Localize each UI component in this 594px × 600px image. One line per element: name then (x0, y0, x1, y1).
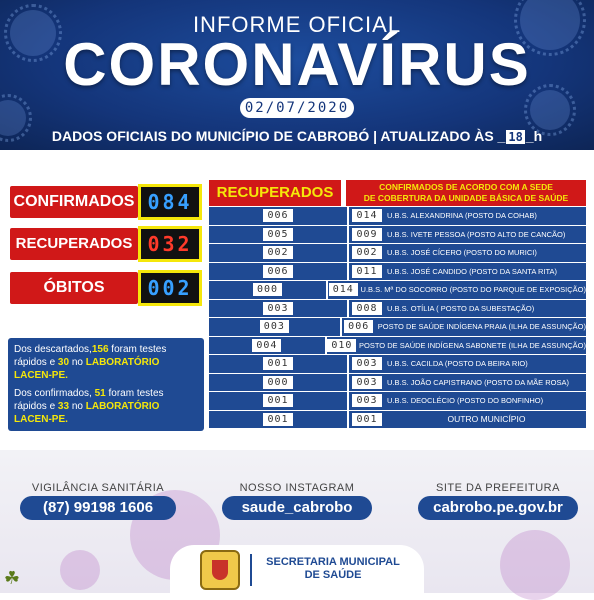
ubs-name: U.B.S. CACILDA (POSTO DA BEIRA RIO) (387, 359, 528, 369)
recuperados-count: 002 (263, 246, 292, 259)
confirmados-cell (349, 300, 385, 318)
confirmados-cell (349, 355, 385, 373)
note-text: foram testes rápidos e (14, 344, 167, 368)
table-row (209, 300, 586, 319)
recuperados-cell (209, 355, 349, 373)
ubs-name: U.B.S. DEOCLÉCIO (POSTO DO BONFINHO) (387, 396, 544, 406)
table-row (209, 411, 586, 430)
update-hour: 18 (508, 130, 523, 144)
coronavirus-title: CORONAVÍRUS (63, 31, 531, 98)
recuperados-cell (209, 392, 349, 410)
note-text: Dos confirmados, (14, 388, 95, 399)
recuperados-cell (209, 411, 349, 429)
municipal-crest-icon (200, 550, 240, 590)
ubs-name: OUTRO MUNICÍPIO (447, 414, 526, 425)
recuperados-count: 003 (263, 302, 292, 315)
table-row (209, 318, 586, 337)
confirmados-count: 009 (352, 228, 381, 241)
ubs-name: POSTO DE SAÚDE INDÍGENA SABONETE (ILHA DE ASSUNÇÃO) (359, 340, 586, 350)
confirmados-count: 008 (352, 302, 381, 315)
ubs-table (209, 207, 586, 429)
dados-oficiais-line (0, 128, 594, 144)
ubs-name: U.B.S. Mª DO SOCORRO (POSTO DO PARQUE DE EXPOSIÇÃO) (360, 285, 586, 295)
conf-header-line-1: CONFIRMADOS DE ACORDO COM A SEDE (379, 182, 553, 192)
recuperados-cell (209, 226, 349, 244)
confirmados-cell (349, 244, 385, 262)
virus-decoration (500, 530, 570, 600)
ubs-name: U.B.S. JOÃO CAPISTRANO (POSTO DA MÃE ROSA) (387, 377, 569, 387)
ubs-name: POSTO DE SAÚDE INDÍGENA PRAIA (ILHA DE ASSUNÇÃO) (377, 322, 586, 332)
confirmados-counter (138, 184, 202, 220)
virus-decoration (60, 550, 100, 590)
recuperados-count: 001 (263, 357, 292, 370)
recuperados-cell (209, 374, 349, 392)
confirmados-count: 002 (352, 246, 381, 259)
confirmados-count: 003 (352, 394, 381, 407)
confirmados-count: 003 (352, 376, 381, 389)
recuperados-count: 001 (263, 394, 292, 407)
confirmados-ubs-column-header (346, 180, 586, 206)
confirmados-cell (349, 392, 385, 410)
confirmados-label: CONFIRMADOS (10, 186, 138, 218)
note-number: 156 (91, 344, 109, 355)
recuperados-value: 032 (141, 229, 199, 259)
confirmados-count: 001 (352, 413, 381, 426)
secretaria-name (258, 556, 408, 582)
informe-oficial-text: INFORME OFICIAL (192, 12, 402, 37)
instagram-label: NOSSO INSTAGRAM (239, 482, 355, 494)
dados-suffix: _h (525, 128, 543, 144)
recuperados-cell (209, 300, 349, 318)
vigilancia-label: VIGILÂNCIA SANITÁRIA (31, 482, 165, 494)
note-text: Dos descartados, (14, 344, 92, 355)
recuperados-count: 003 (260, 320, 289, 333)
table-row (209, 374, 586, 393)
note-number: 51 (94, 388, 106, 399)
footer (0, 450, 594, 593)
header-banner (0, 0, 594, 150)
dados-prefix: DADOS OFICIAIS DO MUNICÍPIO DE CABROBÓ | ATUALIZADO ÀS _ (51, 128, 506, 144)
secretaria-divider (250, 554, 252, 586)
ubs-name: U.B.S. JOSÉ CANDIDO (POSTO DA SANTA RITA) (387, 266, 558, 276)
secretaria-line-1: SECRETARIA MUNICIPAL (266, 556, 400, 568)
confirmados-count: 011 (352, 265, 381, 278)
recuperados-cell (209, 318, 342, 336)
confirmados-count: 014 (352, 209, 381, 222)
recuperados-count: 005 (263, 228, 292, 241)
note-number: 30 (57, 357, 70, 368)
recuperados-cell (209, 281, 328, 299)
note-number: 33 (57, 401, 70, 412)
update-date: 02/07/2020 (240, 98, 354, 118)
secretaria-line-2: DE SAÚDE (304, 569, 362, 581)
recuperados-count: 006 (263, 265, 292, 278)
instagram-handle[interactable]: saude_cabrobo (222, 496, 372, 520)
note-text: no (69, 401, 86, 412)
table-row (209, 337, 586, 356)
confirmados-cell (327, 337, 357, 355)
confirmados-count: 014 (329, 283, 358, 296)
table-row (209, 281, 586, 300)
note-lab: LABORATÓRIO LACEN-PE. (14, 401, 160, 425)
ubs-name: U.B.S. OTÍLIA ( POSTO DA SUBESTAÇÃO) (387, 303, 535, 313)
confirmados-cell (349, 226, 385, 244)
corner-logo-icon: ☘ (3, 568, 21, 588)
table-row (209, 263, 586, 282)
recuperados-cell (209, 207, 349, 225)
confirmados-cell (342, 318, 376, 336)
confirmados-cell (328, 281, 359, 299)
obitos-label: ÓBITOS (10, 272, 138, 304)
confirmados-cell (349, 411, 385, 429)
ubs-name: U.B.S. IVETE PESSOA (POSTO ALTO DE CANCÃO) (387, 229, 566, 239)
recuperados-counter (138, 226, 202, 262)
recuperados-cell (209, 337, 327, 355)
confirmados-count: 006 (344, 320, 373, 333)
recuperados-count: 004 (252, 339, 281, 352)
note-lab: LABORATÓRIO LACEN-PE. (14, 357, 160, 381)
conf-header-line-2: DE COBERTURA DA UNIDADE BÁSICA DE SAÚDE (363, 193, 569, 203)
recuperados-cell (209, 244, 349, 262)
note-text: foram testes rápidos e (14, 388, 164, 412)
confirmados-cell (349, 374, 385, 392)
table-row (209, 392, 586, 411)
descartados-note (8, 338, 204, 387)
table-row (209, 244, 586, 263)
recuperados-column-header: RECUPERADOS (209, 180, 341, 206)
site-link[interactable]: cabrobo.pe.gov.br (418, 496, 578, 520)
confirmados-cell (349, 207, 385, 225)
recuperados-count: 000 (253, 283, 282, 296)
obitos-counter (138, 270, 202, 306)
ubs-name: U.B.S. JOSÉ CÍCERO (POSTO DO MURICI) (387, 248, 537, 258)
table-row (209, 355, 586, 374)
ubs-name: U.B.S. ALEXANDRINA (POSTO DA COHAB) (387, 211, 537, 221)
obitos-value: 002 (141, 273, 199, 303)
recuperados-count: 006 (263, 209, 292, 222)
confirmados-count: 010 (327, 339, 356, 352)
confirmados-value: 084 (141, 187, 199, 217)
recuperados-count: 000 (263, 376, 292, 389)
recuperados-count: 001 (263, 413, 292, 426)
confirmados-count: 003 (352, 357, 381, 370)
recuperados-label: RECUPERADOS (10, 228, 138, 260)
main-content (0, 150, 594, 450)
vigilancia-phone[interactable]: (87) 99198 1606 (20, 496, 176, 520)
confirmados-note (8, 382, 204, 431)
table-row (209, 207, 586, 226)
table-row (209, 226, 586, 245)
site-label: SITE DA PREFEITURA (436, 482, 560, 494)
recuperados-cell (209, 263, 349, 281)
confirmados-cell (349, 263, 385, 281)
note-text: no (69, 357, 86, 368)
